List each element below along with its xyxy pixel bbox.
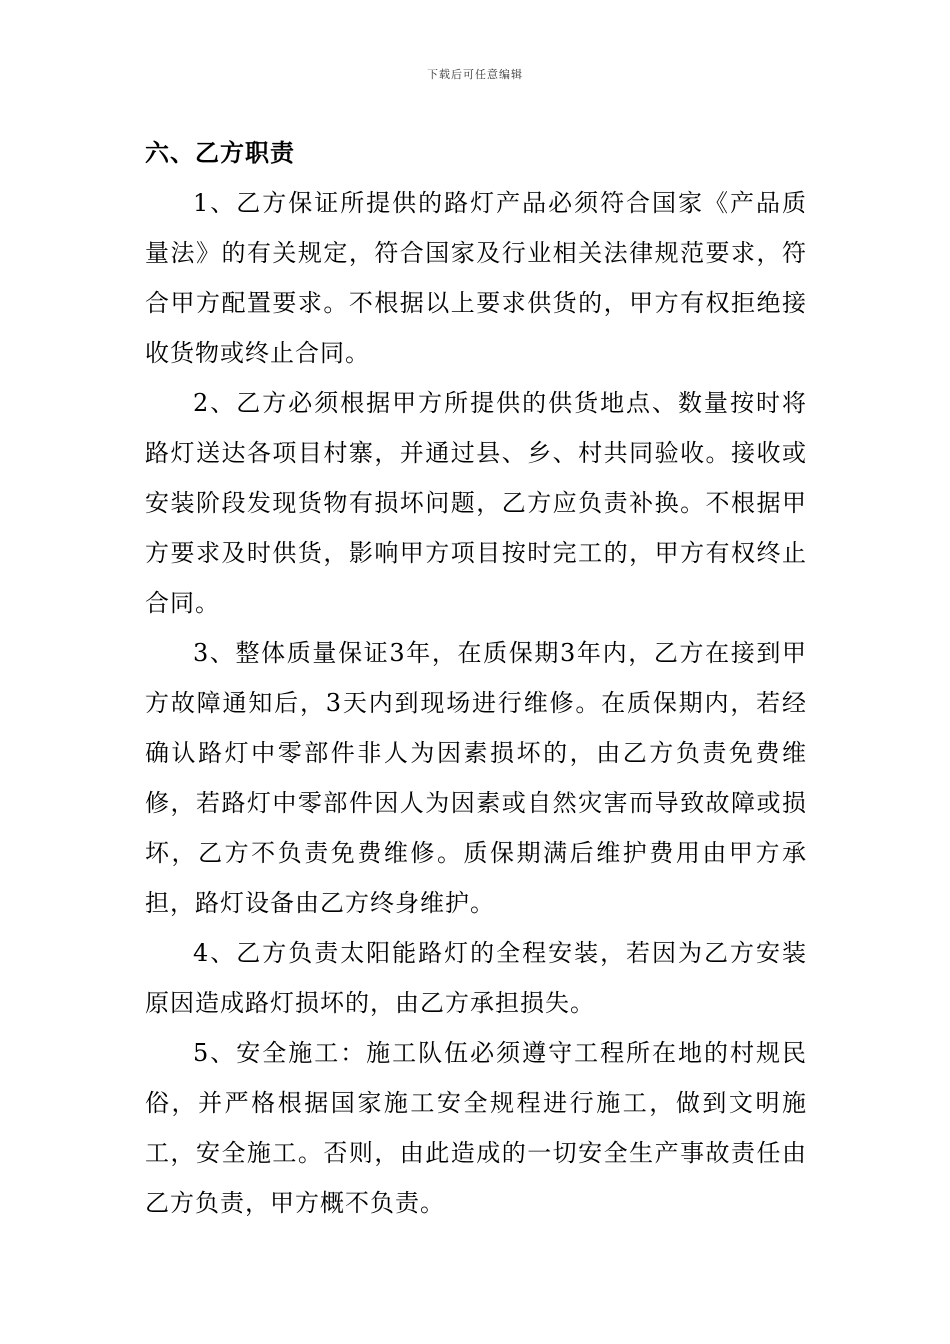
- section-title: 六、乙方职责: [145, 138, 295, 167]
- header-note: 下载后可任意编辑: [427, 68, 523, 81]
- paragraph-1: 1、乙方保证所提供的路灯产品必须符合国家《产品质量法》的有关规定，符合国家及行业相关法律规范要求，符合甲方配置要求。不根据以上要求供货的，甲方有权拒绝接收货物或终止合同。: [145, 189, 807, 367]
- document-body: [145, 128, 807, 1228]
- paragraph-3: 3、整体质量保证3年，在质保期3年内，乙方在接到甲方故障通知后，3天内到现场进行维修。在质保期内，若经确认路灯中零部件非人为因素损坏的，由乙方负责免费维修，若路灯中零部件因人为因素或自然灾害而导致故障或损坏，乙方不负责免费维修。质保期满后维护费用由甲方承担，路灯设备由乙方终身维护。: [145, 639, 807, 917]
- paragraph-5: 5、安全施工：施工队伍必须遵守工程所在地的村规民俗，并严格根据国家施工安全规程进行施工，做到文明施工，安全施工。否则，由此造成的一切安全生产事故责任由乙方负责，甲方概不负责。: [145, 1039, 807, 1217]
- paragraph-2: 2、乙方必须根据甲方所提供的供货地点、数量按时将路灯送达各项目村寨，并通过县、乡、村共同验收。接收或安装阶段发现货物有损坏问题，乙方应负责补换。不根据甲方要求及时供货，影响甲方项目按时完工的，甲方有权终止合同。: [145, 389, 807, 617]
- paragraph-4: 4、乙方负责太阳能路灯的全程安装，若因为乙方安装原因造成路灯损坏的，由乙方承担损失。: [145, 939, 807, 1017]
